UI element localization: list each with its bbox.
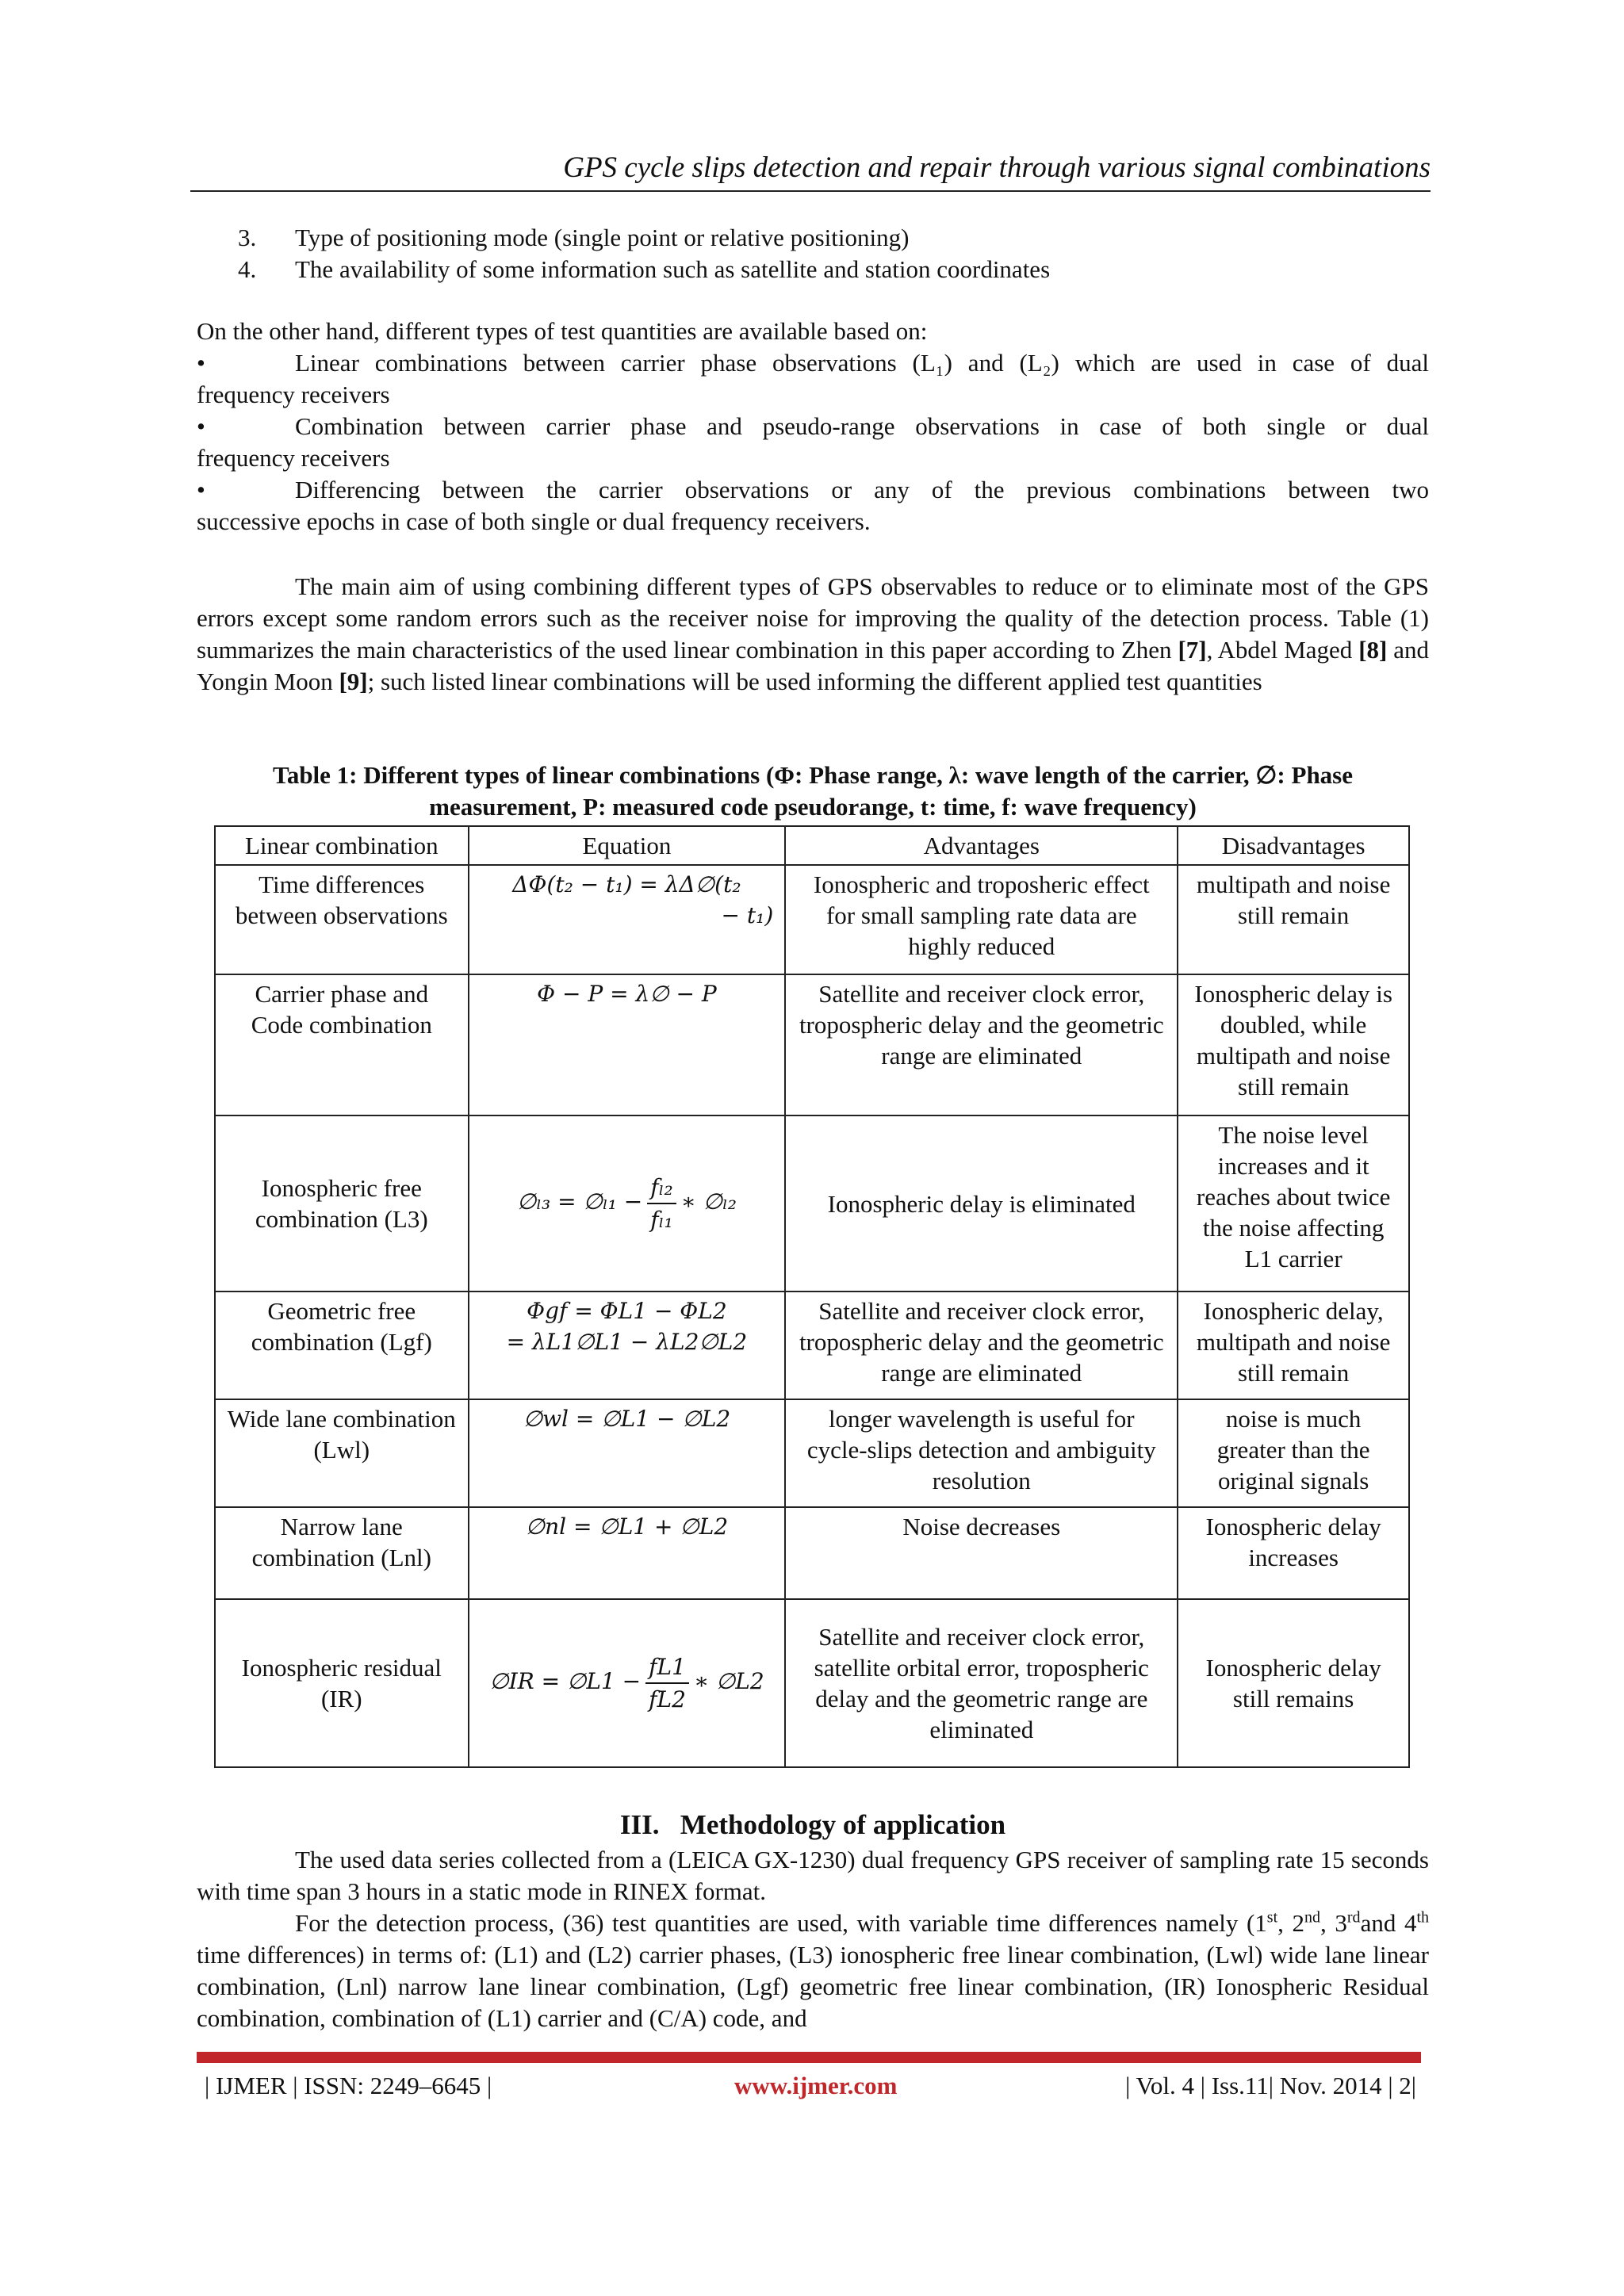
bullet-icon: • — [197, 349, 205, 377]
equation-lhs: ∅ₗ₃ = ∅ₗ₁ − — [516, 1188, 643, 1215]
footer-volume-info: | Vol. 4 | Iss.11| Nov. 2014 | 2| — [1125, 2072, 1416, 2099]
fraction-numerator: fL1 — [645, 1651, 689, 1684]
disadvantages-cell: Ionospheric delay still remains — [1178, 1599, 1409, 1767]
paragraph-text: , Abdel Maged — [1206, 636, 1359, 664]
disadvantages-cell: The noise level increases and it reaches about twice the noise affecting L1 carrier — [1178, 1115, 1409, 1292]
advantages-cell: Satellite and receiver clock error, tropospheric delay and the geometric range are eliminated — [785, 1292, 1178, 1399]
citation-ref: [8] — [1358, 636, 1388, 664]
equation-line: ∅nl = ∅L1 + ∅L2 — [525, 1513, 729, 1540]
paragraph-text: and Yongin Moon — [197, 636, 1429, 695]
footer-journal: | IJMER | ISSN: 2249–6645 | — [205, 2072, 492, 2099]
bullet-line2: frequency receivers — [197, 444, 390, 472]
equation-rhs: ∗ ∅ₗ₂ — [680, 1188, 737, 1215]
table-caption — [197, 760, 1429, 823]
item-number: 4. — [238, 255, 257, 283]
equation-lhs: ∅IR = ∅L1 − — [489, 1668, 642, 1695]
equation-cell — [469, 974, 786, 1115]
equation-line: = λL1∅L1 − λL2∅L2 — [506, 1329, 748, 1355]
section-number: III. — [619, 1809, 660, 1840]
equation-cell — [469, 1599, 786, 1767]
table-row — [215, 1292, 1409, 1399]
fraction-numerator: fₗ₂ — [647, 1172, 676, 1204]
advantages-cell: longer wavelength is useful for cycle-slips detection and ambiguity resolution — [785, 1399, 1178, 1507]
citation-ref: [7] — [1178, 636, 1207, 664]
advantages-cell: Noise decreases — [785, 1507, 1178, 1599]
table-header-row — [215, 826, 1409, 865]
disadvantages-cell: Ionospheric delay is doubled, while multipath and noise still remain — [1178, 974, 1409, 1115]
combination-name: Ionospheric free combination (L3) — [215, 1115, 469, 1292]
method-paragraph-1: The used data series collected from a (LEICA GX-1230) dual frequency GPS receiver of sampling rate 15 seconds with time span 3 hours in a static mode in RINEX format. — [197, 1846, 1429, 1905]
bullet-line1: Differencing between the carrier observations or any of the previous combinations between two — [295, 476, 1429, 503]
item-text: Type of positioning mode (single point or relative positioning) — [295, 224, 910, 251]
paragraph-text: For the detection process, (36) test quantities are used, with variable time differences namely (1 — [295, 1909, 1267, 1937]
item-number: 3. — [238, 224, 257, 251]
table-caption-line1: Table 1: Different types of linear combinations (Φ: Phase range, λ: wave length of the carrier, ∅: Phase — [272, 761, 1354, 789]
bullet-line2: successive epochs in case of both single or dual frequency receivers. — [197, 507, 871, 535]
paragraph-text: , 2 — [1277, 1909, 1305, 1937]
column-header: Disadvantages — [1178, 826, 1409, 865]
main-paragraph — [197, 571, 1429, 698]
disadvantages-cell: Ionospheric delay increases — [1178, 1507, 1409, 1599]
combination-name: Wide lane combination (Lwl) — [215, 1399, 469, 1507]
equation-line: − t₁) — [721, 902, 774, 928]
table-row — [215, 974, 1409, 1115]
bullet-list — [197, 347, 1429, 538]
fraction-denominator: fL2 — [649, 1686, 686, 1712]
fraction — [645, 1651, 689, 1715]
advantages-cell: Ionospheric delay is eliminated — [785, 1115, 1178, 1292]
item-text: The availability of some information such as satellite and station coordinates — [295, 255, 1051, 283]
table-row — [215, 1599, 1409, 1767]
bullet-icon: • — [197, 476, 205, 503]
column-header: Equation — [469, 826, 786, 865]
equation-line: ∅wl = ∅L1 − ∅L2 — [523, 1406, 731, 1432]
advantages-cell: Ionospheric and troposheric effect for small sampling rate data are highly reduced — [785, 865, 1178, 974]
advantages-cell: Satellite and receiver clock error, satellite orbital error, tropospheric delay and the geometric range are eliminated — [785, 1599, 1178, 1767]
fraction-denominator: fₗ₁ — [650, 1207, 673, 1233]
advantages-cell: Satellite and receiver clock error, tropospheric delay and the geometric range are eliminated — [785, 974, 1178, 1115]
table-caption-line2: measurement, P: measured code pseudorange, t: time, f: wave frequency) — [429, 793, 1197, 821]
table-row — [215, 1115, 1409, 1292]
disadvantages-cell: multipath and noise still remain — [1178, 865, 1409, 974]
equation-cell — [469, 1399, 786, 1507]
disadvantages-cell: noise is much greater than the original signals — [1178, 1399, 1409, 1507]
equation-cell — [469, 865, 786, 974]
equation-cell — [469, 1115, 786, 1292]
numbered-item-3 — [238, 222, 909, 254]
ordinal-suffix: rd — [1346, 1908, 1361, 1927]
paragraph-text: and 4 — [1360, 1909, 1417, 1937]
running-header-title: GPS cycle slips detection and repair through various signal combinations — [563, 151, 1431, 184]
combination-name: Ionospheric residual (IR) — [215, 1599, 469, 1767]
equation-line: Φgf = ΦL1 − ΦL2 — [527, 1298, 727, 1324]
fraction — [647, 1172, 676, 1235]
equation-line: Φ − P = λ∅ − P — [537, 981, 717, 1007]
bullet-item — [197, 347, 1429, 411]
combination-name: Time differences between observations — [215, 865, 469, 974]
paragraph-text: , 3 — [1320, 1909, 1347, 1937]
table-row — [215, 1399, 1409, 1507]
ordinal-suffix: nd — [1304, 1908, 1321, 1927]
combination-name: Carrier phase and Code combination — [215, 974, 469, 1115]
column-header: Advantages — [785, 826, 1178, 865]
bullet-icon: • — [197, 412, 205, 440]
footer-website-link[interactable]: www.ijmer.com — [734, 2072, 898, 2099]
section-heading — [197, 1809, 1429, 1841]
paragraph-text: ; such listed linear combinations will be used informing the different applied test quantities — [367, 668, 1262, 695]
method-paragraph-2 — [197, 1908, 1429, 2034]
paragraph-text: The main aim of using combining different types of GPS observables to reduce or to eliminate most of the GPS errors except some random errors such as the receiver noise for improving the quality of the detection process. Table (1) summarizes the main characteristics of the used linear combination in this paper according to Zhen — [197, 572, 1429, 664]
disadvantages-cell: Ionospheric delay, multipath and noise still remain — [1178, 1292, 1409, 1399]
footer-rule — [197, 2052, 1421, 2063]
paragraph-text: time differences) in terms of: (L1) and (L2) carrier phases, (L3) ionospheric free linear combination, (Lwl) wide lane linear combination, (Lnl) narrow lane linear combination, (Lgf) geometric free linear combination, (IR) Ionospheric Residual combination, combination of (L1) carrier and (C/A) code, and — [197, 1941, 1429, 2032]
numbered-item-4 — [238, 254, 1050, 285]
equation-line: ΔΦ(t₂ − t₁) = λΔ∅(t₂ — [512, 871, 741, 897]
equation-cell — [469, 1507, 786, 1599]
ordinal-suffix: st — [1266, 1908, 1278, 1927]
equation-rhs: ∗ ∅L2 — [693, 1668, 764, 1695]
bullet-item — [197, 474, 1429, 538]
bullet-line1: Combination between carrier phase and pseudo-range observations in case of both single or dual — [295, 412, 1429, 440]
combination-name: Geometric free combination (Lgf) — [215, 1292, 469, 1399]
section-title: Methodology of application — [680, 1809, 1006, 1840]
table-row — [215, 1507, 1409, 1599]
bullet-line2: frequency receivers — [197, 381, 390, 408]
bullet-line1: Linear combinations between carrier phase observations (L₁) and (L₂) which are used in case of dual — [295, 349, 1429, 377]
combination-name: Narrow lane combination (Lnl) — [215, 1507, 469, 1599]
column-header: Linear combination — [215, 826, 469, 865]
bullet-item — [197, 411, 1429, 474]
citation-ref: [9] — [339, 668, 368, 695]
linear-combinations-table — [214, 825, 1410, 1768]
ordinal-suffix: th — [1416, 1908, 1430, 1927]
intro-line: On the other hand, different types of test quantities are available based on: — [197, 317, 928, 345]
equation-cell — [469, 1292, 786, 1399]
table-row — [215, 865, 1409, 974]
header-rule — [190, 190, 1431, 192]
